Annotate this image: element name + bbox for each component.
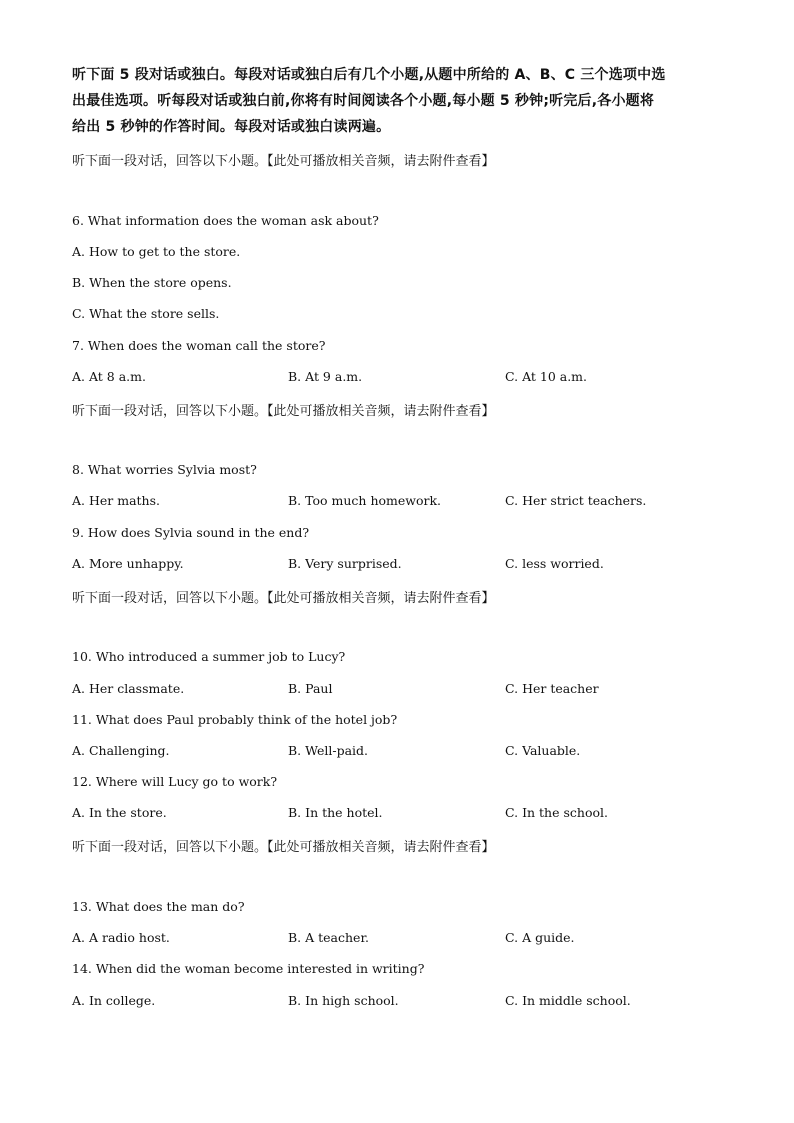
option-9b: B. Very surprised.: [288, 556, 402, 571]
option-10b: B. Paul: [288, 681, 333, 696]
option-8b: B. Too much homework.: [288, 493, 442, 508]
audio-prompt: 听下面一段对话，回答以下小题。【此处可播放相关音频，请去附件查看】: [72, 840, 495, 855]
instruction-line: 出最佳选项。听每段对话或独白前,你将有时间阅读各个小题,每小题 5 秒钟;听完后,各小题将: [72, 93, 655, 109]
instruction-line: 给出 5 秒钟的作答时间。每段对话或独白读两遍。: [72, 119, 391, 135]
option-11a: A. Challenging.: [72, 743, 170, 758]
option-6a: A. How to get to the store.: [72, 244, 241, 259]
question-7: 7. When does the woman call the store?: [72, 338, 326, 353]
option-12c: C. In the school.: [505, 805, 608, 820]
audio-prompt: 听下面一段对话，回答以下小题。【此处可播放相关音频，请去附件查看】: [72, 404, 495, 419]
question-8: 8. What worries Sylvia most?: [72, 462, 257, 477]
option-7a: A. At 8 a.m.: [72, 369, 146, 384]
option-9c: C. less worried.: [505, 556, 604, 571]
option-7b: B. At 9 a.m.: [288, 369, 363, 384]
option-9a: A. More unhappy.: [72, 556, 184, 571]
option-12b: B. In the hotel.: [288, 805, 383, 820]
option-6b: B. When the store opens.: [72, 275, 232, 290]
question-12: 12. Where will Lucy go to work?: [72, 774, 278, 789]
option-7c: C. At 10 a.m.: [505, 369, 588, 384]
option-10a: A. Her classmate.: [72, 681, 185, 696]
instruction-line: 听下面 5 段对话或独白。每段对话或独白后有几个小题,从题中所给的 A、B、C 三个选项中选: [72, 67, 666, 83]
option-13c: C. A guide.: [505, 930, 575, 945]
option-14b: B. In high school.: [288, 993, 399, 1008]
option-10c: C. Her teacher: [505, 681, 599, 696]
question-10: 10. Who introduced a summer job to Lucy?: [72, 649, 346, 664]
option-14a: A. In college.: [72, 993, 156, 1008]
question-11: 11. What does Paul probably think of the hotel job?: [72, 712, 398, 727]
question-6: 6. What information does the woman ask about?: [72, 213, 379, 228]
option-6c: C. What the store sells.: [72, 306, 220, 321]
question-9: 9. How does Sylvia sound in the end?: [72, 525, 310, 540]
option-12a: A. In the store.: [72, 805, 167, 820]
option-14c: C. In middle school.: [505, 993, 631, 1008]
question-13: 13. What does the man do?: [72, 899, 245, 914]
option-11c: C. Valuable.: [505, 743, 581, 758]
option-8c: C. Her strict teachers.: [505, 493, 647, 508]
audio-prompt: 听下面一段对话，回答以下小题。【此处可播放相关音频，请去附件查看】: [72, 154, 495, 169]
option-11b: B. Well-paid.: [288, 743, 369, 758]
question-14: 14. When did the woman become interested in writing?: [72, 961, 425, 976]
section-instructions: [72, 62, 732, 140]
audio-prompt: 听下面一段对话，回答以下小题。【此处可播放相关音频，请去附件查看】: [72, 591, 495, 606]
option-8a: A. Her maths.: [72, 493, 160, 508]
option-13b: B. A teacher.: [288, 930, 370, 945]
option-13a: A. A radio host.: [72, 930, 170, 945]
